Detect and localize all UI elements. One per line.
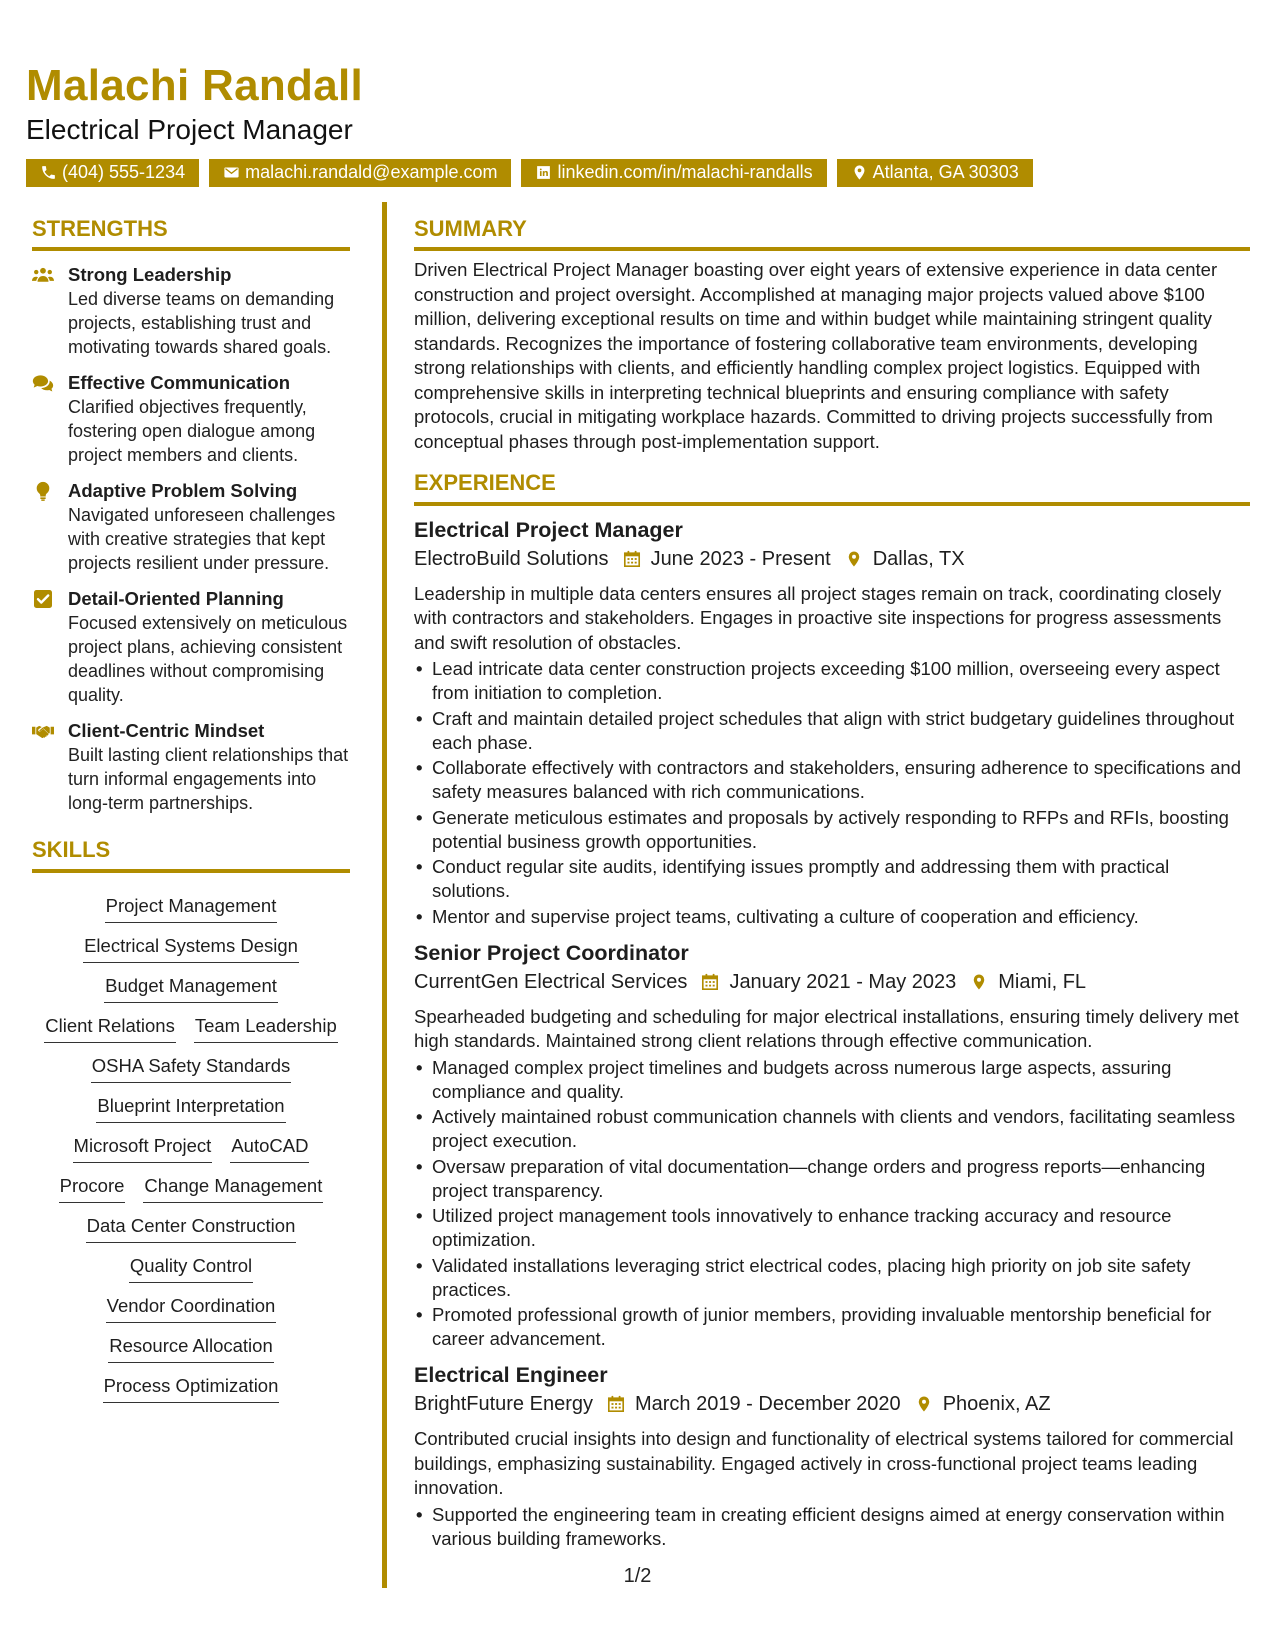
skill-tag: OSHA Safety Standards (91, 1053, 291, 1083)
job-title: Senior Project Coordinator (414, 940, 689, 965)
strength-desc: Built lasting client relationships that turn informal engagements into long-term partnerships. (68, 745, 349, 814)
job-entry (414, 516, 1250, 929)
skill-tag: Blueprint Interpretation (96, 1093, 285, 1123)
column-divider (382, 202, 387, 1588)
list-item: • Promoted professional growth of junior members, providing invaluable mentorship beneficial for career advancement. (416, 1304, 1212, 1350)
contact-email[interactable] (209, 159, 511, 187)
strength-title: Client-Centric Mindset (68, 720, 265, 742)
list-item: • Managed complex project timelines and budgets across numerous large aspects, assuring compliance and quality. (416, 1056, 1172, 1102)
skill-tag: Budget Management (104, 973, 278, 1003)
strength-item (32, 263, 350, 359)
contact-phone-text: (404) 555-1234 (62, 162, 186, 183)
location-pin-icon (915, 1395, 933, 1413)
experience-heading: EXPERIENCE (414, 470, 1250, 505)
job-bullets (414, 1503, 1250, 1551)
list-item: • Oversaw preparation of vital documentation—change orders and progress reports—enhancing project transparency. (416, 1155, 1206, 1201)
job-title: Electrical Engineer (414, 1363, 608, 1388)
skill-tag: Procore (59, 1173, 126, 1203)
job-description: Spearheaded budgeting and scheduling for major electrical installations, ensuring timely delivery met high standards. Maintained strong client relations through effective communication. (414, 1005, 1239, 1052)
strength-item (32, 719, 350, 815)
contact-phone[interactable] (26, 159, 199, 187)
strengths-heading: STRENGTHS (32, 216, 350, 251)
job-description: Contributed crucial insights into design and functionality of electrical systems tailored for commercial buildings, emphasizing sustainability. Engaged actively in cross-functional project teams leading innovation. (414, 1428, 1234, 1499)
strength-title: Detail-Oriented Planning (68, 588, 284, 610)
envelope-icon (223, 164, 240, 181)
list-item: • Utilized project management tools innovatively to enhance tracking accuracy and resource optimization. (416, 1205, 1172, 1251)
strength-desc: Navigated unforeseen challenges with creative strategies that kept projects resilient under pressure. (68, 505, 336, 574)
skills-list (32, 883, 350, 1403)
contact-linkedin-text: linkedin.com/in/malachi-randalls (557, 162, 813, 183)
list-item: • Validated installations leveraging strict electrical codes, placing high priority on job site safety practices. (416, 1254, 1191, 1300)
checkbox-icon (32, 589, 54, 609)
list-item: • Collaborate effectively with contractors and stakeholders, ensuring adherence to specifications and safety measures balanced with rich communications. (416, 757, 1241, 803)
list-item: • Lead intricate data center construction projects exceeding $100 million, overseeing every aspect from initiation to completion. (416, 658, 1220, 704)
list-item: • Actively maintained robust communication channels with clients and vendors, facilitating seamless project execution. (416, 1106, 1236, 1152)
contact-linkedin[interactable] (521, 159, 826, 187)
job-location: Phoenix, AZ (942, 1393, 1051, 1416)
job-dates: January 2021 - May 2023 (729, 970, 957, 993)
calendar-icon (623, 550, 641, 568)
handshake-icon (32, 721, 54, 741)
summary-text: Driven Electrical Project Manager boasting over eight years of extensive experience in data center construction and project oversight. Accomplished at managing major projects valued above $100 million, delivering exceptional results on time and within budget while maintaining stringent quality standards. Recognizes the importance of fostering collaborative team environments, developing strong relationships with clients, and efficiently handling complex project logistics. Equipped with comprehensive skills in interpreting technical blueprints and ensuring compliance with safety protocols, crucial in mitigating workplace hazards. Committed to driving projects successfully from conceptual phases through post-implementation support. (414, 259, 1218, 452)
skill-tag: Data Center Construction (86, 1213, 297, 1243)
skill-tag: AutoCAD (230, 1133, 309, 1163)
summary-heading: SUMMARY (414, 216, 1250, 251)
job-meta (414, 544, 1250, 574)
comments-icon (32, 373, 54, 393)
location-pin-icon (970, 973, 988, 991)
page-number: 1/2 (623, 1565, 652, 1587)
skill-tag: Change Management (143, 1173, 323, 1203)
skill-tag: Quality Control (129, 1253, 253, 1283)
list-item: • Conduct regular site audits, identifying issues promptly and addressing them with practical solutions. (416, 856, 1170, 902)
skill-tag: Project Management (105, 893, 278, 923)
skill-tag: Resource Allocation (108, 1333, 274, 1363)
job-location: Miami, FL (998, 970, 1087, 993)
strength-desc: Clarified objectives frequently, fostering open dialogue among project members and clients. (68, 397, 316, 466)
strength-item (32, 587, 350, 707)
contact-location-text: Atlanta, GA 30303 (872, 162, 1019, 183)
list-item: • Mentor and supervise project teams, cultivating a culture of cooperation and efficiency. (416, 905, 1139, 927)
job-company: BrightFuture Energy (414, 1393, 593, 1416)
job-entry (414, 939, 1250, 1352)
job-description: Leadership in multiple data centers ensures all project stages remain on track, coordinating closely with contractors and stakeholders. Engages in proactive site inspections for progress assessments and swift resolution of obstacles. (414, 582, 1222, 653)
phone-icon (40, 164, 57, 181)
job-meta (414, 1389, 1250, 1419)
skill-tag: Vendor Coordination (106, 1293, 277, 1323)
strength-title: Effective Communication (68, 372, 291, 394)
strength-item (32, 479, 350, 575)
job-location: Dallas, TX (872, 547, 965, 570)
contact-email-text: malachi.randald@example.com (245, 162, 498, 183)
list-item: • Craft and maintain detailed project schedules that align with strict budgetary guidelines throughout each phase. (416, 707, 1235, 753)
left-column (32, 216, 350, 1403)
job-dates: June 2023 - Present (650, 547, 831, 570)
job-company: CurrentGen Electrical Services (414, 970, 688, 993)
resume-header (26, 62, 1256, 187)
candidate-name: Malachi Randall (26, 61, 364, 110)
lightbulb-icon (32, 481, 54, 501)
strength-desc: Focused extensively on meticulous project plans, achieving consistent deadlines without compromising quality. (68, 613, 348, 706)
strength-item (32, 371, 350, 467)
skills-heading: SKILLS (32, 837, 350, 872)
job-bullets (414, 1056, 1250, 1352)
skill-tag: Team Leadership (194, 1013, 338, 1043)
candidate-title: Electrical Project Manager (26, 114, 353, 146)
location-pin-icon (851, 164, 868, 181)
right-column (414, 216, 1250, 1552)
calendar-icon (701, 973, 719, 991)
list-item: • Supported the engineering team in creating efficient designs aimed at energy conservation within various building frameworks. (416, 1503, 1225, 1549)
strength-title: Strong Leadership (68, 264, 232, 286)
calendar-icon (607, 1395, 625, 1413)
strength-desc: Led diverse teams on demanding projects, establishing trust and motivating towards shared goals. (68, 289, 335, 358)
users-icon (32, 265, 54, 285)
list-item: • Generate meticulous estimates and proposals by actively responding to RFPs and RFIs, boosting potential business growth opportunities. (416, 806, 1229, 852)
job-bullets (414, 657, 1250, 929)
job-title: Electrical Project Manager (414, 517, 683, 542)
contact-bar (26, 159, 1256, 187)
strength-title: Adaptive Problem Solving (68, 480, 298, 502)
linkedin-icon (535, 164, 552, 181)
skill-tag: Process Optimization (103, 1373, 280, 1403)
skill-tag: Microsoft Project (73, 1133, 213, 1163)
job-company: ElectroBuild Solutions (414, 547, 609, 570)
job-dates: March 2019 - December 2020 (634, 1393, 901, 1416)
job-entry (414, 1361, 1250, 1551)
skill-tag: Electrical Systems Design (83, 933, 299, 963)
location-pin-icon (845, 550, 863, 568)
skill-tag: Client Relations (44, 1013, 176, 1043)
contact-location (837, 159, 1033, 187)
job-meta (414, 967, 1250, 997)
